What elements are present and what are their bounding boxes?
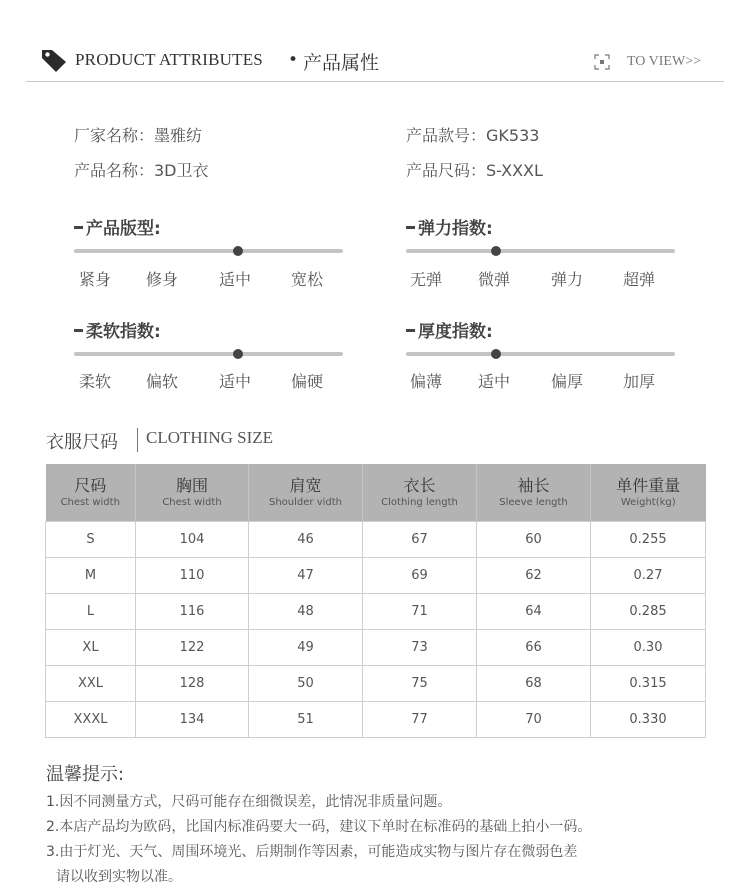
column-header-chest: 胸围 Chest width bbox=[136, 464, 249, 522]
elasticity-scale-track bbox=[406, 249, 675, 253]
shoulder-cell: 50 bbox=[249, 666, 363, 702]
softness-scale-track bbox=[74, 352, 343, 356]
chest-cell: 110 bbox=[136, 558, 249, 594]
column-header-shoulder: 肩宽 Shoulder vidth bbox=[249, 464, 363, 522]
size-section-divider bbox=[137, 428, 138, 452]
tip-line: 3.由于灯光、天气、周围环境光、后期制作等因素，可能造成实物与图片存在微弱色差 bbox=[46, 844, 578, 860]
tip-line: 2.本店产品均为欧码，比国内标准码要大一码，建议下单时在标准码的基础上拍小一码。 bbox=[46, 819, 592, 835]
model-number-info: 产品款号：GK533 bbox=[406, 126, 540, 145]
sleeve-cell: 60 bbox=[477, 522, 591, 558]
shoulder-cell: 46 bbox=[249, 522, 363, 558]
elasticity-scale-title: 弹力指数: bbox=[406, 214, 493, 239]
column-header-sleeve: 袖长 Sleeve length bbox=[477, 464, 591, 522]
weight-cell: 0.255 bbox=[591, 522, 706, 558]
softness-option: 柔软 bbox=[79, 372, 112, 391]
header-divider bbox=[26, 81, 724, 82]
tip-line: 1.因不同测量方式，尺码可能存在细微误差，此情况非质量问题。 bbox=[46, 794, 452, 810]
header-separator: • bbox=[288, 50, 299, 70]
shoulder-cell: 47 bbox=[249, 558, 363, 594]
length-cell: 77 bbox=[363, 702, 477, 738]
product-name-info: 产品名称：3D卫衣 bbox=[74, 161, 209, 180]
length-cell: 75 bbox=[363, 666, 477, 702]
size-table bbox=[45, 464, 706, 738]
softness-option: 偏硬 bbox=[291, 372, 324, 391]
thickness-scale-marker bbox=[491, 349, 501, 359]
manufacturer-info: 厂家名称：墨雅纺 bbox=[74, 126, 203, 145]
shoulder-cell: 51 bbox=[249, 702, 363, 738]
sleeve-cell: 64 bbox=[477, 594, 591, 630]
softness-scale-title: 柔软指数: bbox=[74, 317, 161, 342]
length-cell: 71 bbox=[363, 594, 477, 630]
thickness-option: 偏厚 bbox=[551, 372, 584, 391]
table-row bbox=[46, 666, 706, 702]
fit-scale-marker bbox=[233, 246, 243, 256]
size-cell: S bbox=[46, 522, 136, 558]
table-row bbox=[46, 522, 706, 558]
chest-cell: 116 bbox=[136, 594, 249, 630]
size-table-header-row bbox=[46, 464, 706, 522]
weight-cell: 0.27 bbox=[591, 558, 706, 594]
chest-cell: 134 bbox=[136, 702, 249, 738]
fit-option: 修身 bbox=[146, 270, 179, 289]
elasticity-option: 无弹 bbox=[410, 270, 443, 289]
fit-option: 宽松 bbox=[291, 270, 324, 289]
sleeve-cell: 66 bbox=[477, 630, 591, 666]
length-cell: 69 bbox=[363, 558, 477, 594]
size-section-title-en: CLOTHING SIZE bbox=[146, 428, 274, 447]
header-title-en: PRODUCT ATTRIBUTES bbox=[75, 50, 263, 69]
softness-option: 适中 bbox=[219, 372, 252, 391]
table-row bbox=[46, 630, 706, 666]
weight-cell: 0.330 bbox=[591, 702, 706, 738]
tip-line: 请以收到实物以准。 bbox=[56, 869, 182, 885]
chest-cell: 128 bbox=[136, 666, 249, 702]
size-cell: XXL bbox=[46, 666, 136, 702]
softness-scale-marker bbox=[233, 349, 243, 359]
fit-scale-track bbox=[74, 249, 343, 253]
to-view-link[interactable]: TO VIEW>> bbox=[627, 54, 701, 69]
thickness-option: 加厚 bbox=[623, 372, 656, 391]
chest-cell: 104 bbox=[136, 522, 249, 558]
chest-cell: 122 bbox=[136, 630, 249, 666]
sleeve-cell: 70 bbox=[477, 702, 591, 738]
column-header-length: 衣长 Clothing length bbox=[363, 464, 477, 522]
header-title-cn: 产品属性 bbox=[303, 52, 380, 74]
weight-cell: 0.285 bbox=[591, 594, 706, 630]
size-cell: M bbox=[46, 558, 136, 594]
expand-view-icon[interactable] bbox=[594, 54, 610, 74]
tips-title: 温馨提示: bbox=[46, 764, 125, 785]
elasticity-option: 超弹 bbox=[623, 270, 656, 289]
sleeve-cell: 68 bbox=[477, 666, 591, 702]
thickness-scale-track bbox=[406, 352, 675, 356]
elasticity-option: 弹力 bbox=[551, 270, 584, 289]
weight-cell: 0.30 bbox=[591, 630, 706, 666]
weight-cell: 0.315 bbox=[591, 666, 706, 702]
size-section-title-cn: 衣服尺码 bbox=[46, 432, 118, 453]
table-row bbox=[46, 594, 706, 630]
table-row bbox=[46, 702, 706, 738]
elasticity-option: 微弹 bbox=[478, 270, 511, 289]
elasticity-scale-marker bbox=[491, 246, 501, 256]
fit-scale-title: 产品版型: bbox=[74, 214, 161, 239]
length-cell: 73 bbox=[363, 630, 477, 666]
price-tag-icon bbox=[40, 46, 68, 78]
sleeve-cell: 62 bbox=[477, 558, 591, 594]
column-header-size: 尺码 Chest width bbox=[46, 464, 136, 522]
shoulder-cell: 49 bbox=[249, 630, 363, 666]
column-header-weight: 单件重量 Weight(kg) bbox=[591, 464, 706, 522]
table-row bbox=[46, 558, 706, 594]
size-cell: XXXL bbox=[46, 702, 136, 738]
shoulder-cell: 48 bbox=[249, 594, 363, 630]
fit-option: 紧身 bbox=[79, 270, 112, 289]
softness-option: 偏软 bbox=[146, 372, 179, 391]
size-cell: L bbox=[46, 594, 136, 630]
size-cell: XL bbox=[46, 630, 136, 666]
size-range-info: 产品尺码：S-XXXL bbox=[406, 161, 543, 180]
length-cell: 67 bbox=[363, 522, 477, 558]
fit-option: 适中 bbox=[219, 270, 252, 289]
thickness-scale-title: 厚度指数: bbox=[406, 317, 493, 342]
thickness-option: 偏薄 bbox=[410, 372, 443, 391]
thickness-option: 适中 bbox=[478, 372, 511, 391]
